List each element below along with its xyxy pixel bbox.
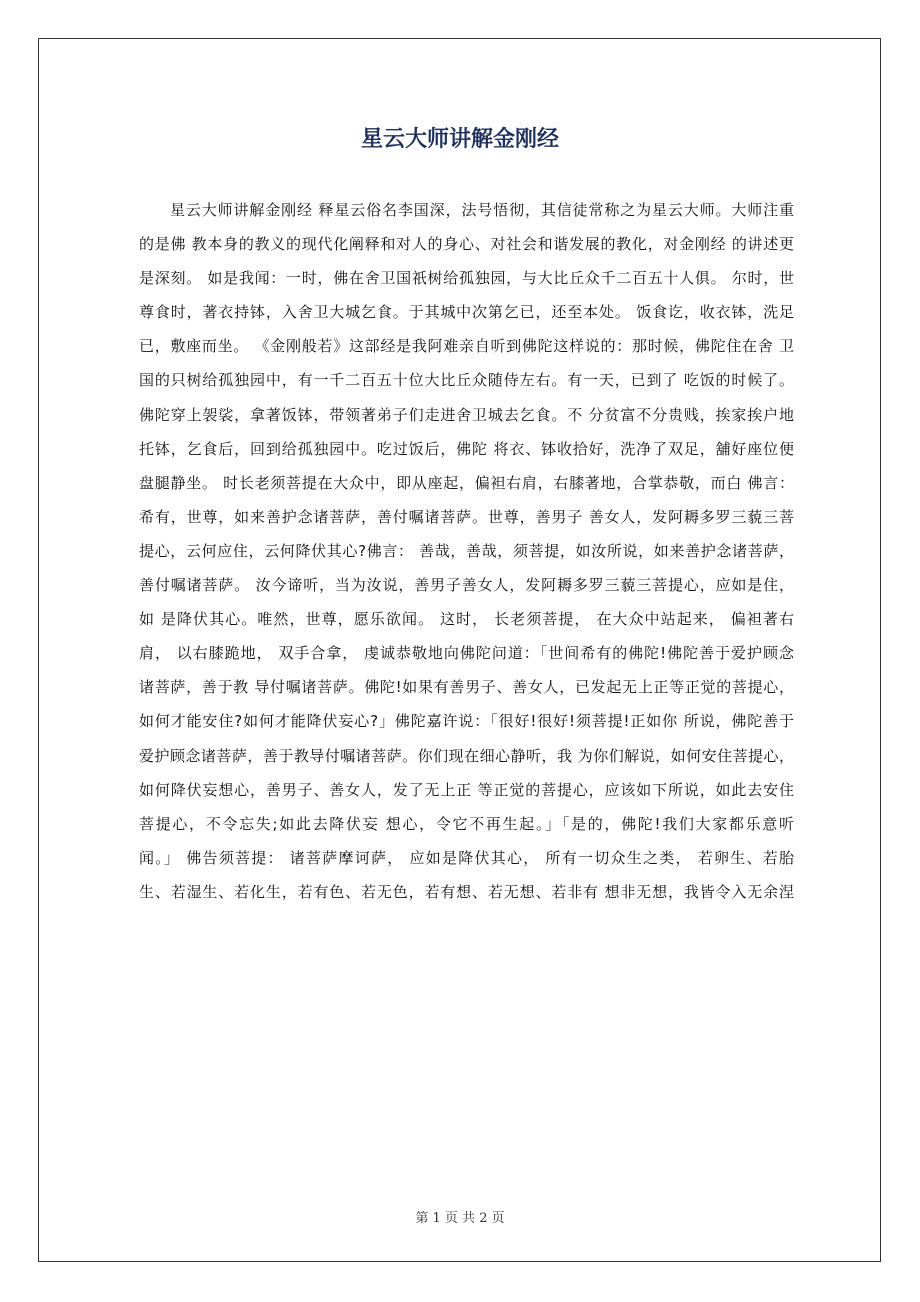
document-title: 星云大师讲解金刚经 bbox=[360, 127, 559, 152]
text-line: 生、若湿生、若化生，若有色、若无色，若有想、若无想、若非有 想非无想，我皆令入无余涅 bbox=[139, 882, 794, 901]
text-line: 闻。」 佛告须菩提： 诸菩萨摩诃萨， 应如是降伏其心， 所有一切众生之类， 若卵生、若胎 bbox=[139, 848, 794, 867]
text-line: 的是佛 教本身的教义的现代化阐释和对人的身心、对社会和谐发展的教化，对金刚经 的讲述更 bbox=[139, 235, 794, 254]
text-line: 希有，世尊，如来善护念诸菩萨，善付嘱诸菩萨。世尊，善男子 善女人，发阿耨多罗三藐三菩 bbox=[139, 507, 794, 526]
text-line: 如何才能安住?如何才能降伏妄心?」佛陀嘉许说：「很好!很好!须菩提!正如你 所说，佛陀善于 bbox=[139, 712, 794, 731]
text-line: 尊食时，著衣持钵，入舍卫大城乞食。于其城中次第乞已，还至本处。 饭食讫，收衣钵，洗足 bbox=[139, 303, 794, 322]
text-line: 已，敷座而坐。 《金刚般若》这部经是我阿难亲自听到佛陀这样说的：那时候，佛陀住在舍 卫 bbox=[139, 337, 794, 356]
text-line: 盘腿静坐。 时长老须菩提在大众中，即从座起，偏袒右肩，右膝著地，合掌恭敬，而白 佛言： bbox=[139, 473, 794, 492]
text-line: 如 是降伏其心。唯然，世尊，愿乐欲闻。 这时， 长老须菩提， 在大众中站起来， 偏袒著右 bbox=[139, 610, 794, 629]
text-line: 星云大师讲解金刚经 释星云俗名李国深，法号悟彻，其信徒常称之为星云大师。大师注重 bbox=[170, 201, 794, 219]
text-line: 爱护顾念诸菩萨，善于教导付嘱诸菩萨。你们现在细心静听，我 为你们解说，如何安住菩提心， bbox=[139, 746, 794, 765]
text-line: 国的只树给孤独园中，有一千二百五十位大比丘众随侍左右。有一天，已到了 吃饭的时候了。 bbox=[139, 371, 794, 390]
text-line: 肩， 以右膝跪地， 双手合拿， 虔诚恭敬地向佛陀问道：「世间希有的佛陀!佛陀善于爱护顾念 bbox=[139, 644, 794, 663]
document-body bbox=[139, 198, 794, 914]
text-line: 诸菩萨，善于教 导付嘱诸菩萨。佛陀!如果有善男子、善女人，已发起无上正等正觉的菩提心， bbox=[139, 678, 794, 697]
text-line: 托钵，乞食后，回到给孤独园中。吃过饭后，佛陀 将衣、钵收拾好，洗净了双足，舖好座位便 bbox=[139, 439, 794, 458]
text-line: 菩提心，不令忘失;如此去降伏妄 想心，令它不再生起。」「是的，佛陀!我们大家都乐意听 bbox=[139, 814, 794, 833]
text-line: 提心，云何应住，云何降伏其心?佛言： 善哉，善哉，须菩提，如汝所说，如来善护念诸菩萨， bbox=[139, 541, 794, 560]
text-line: 善付嘱诸菩萨。 汝今谛听，当为汝说，善男子善女人，发阿耨多罗三藐三菩提心，应如是住， bbox=[139, 576, 794, 595]
page-footer: 第 1 页 共 2 页 bbox=[415, 1211, 505, 1226]
text-line: 如何降伏妄想心，善男子、善女人，发了无上正 等正觉的菩提心，应该如下所说，如此去安住 bbox=[139, 780, 794, 799]
text-line: 是深刻。 如是我闻：一时，佛在舍卫国祇树给孤独园，与大比丘众千二百五十人俱。 尔时，世 bbox=[139, 269, 794, 288]
text-line: 佛陀穿上袈裟，拿著饭钵，带领著弟子们走进舍卫城去乞食。不 分贫富不分贵贱，挨家挨户地 bbox=[139, 405, 794, 424]
